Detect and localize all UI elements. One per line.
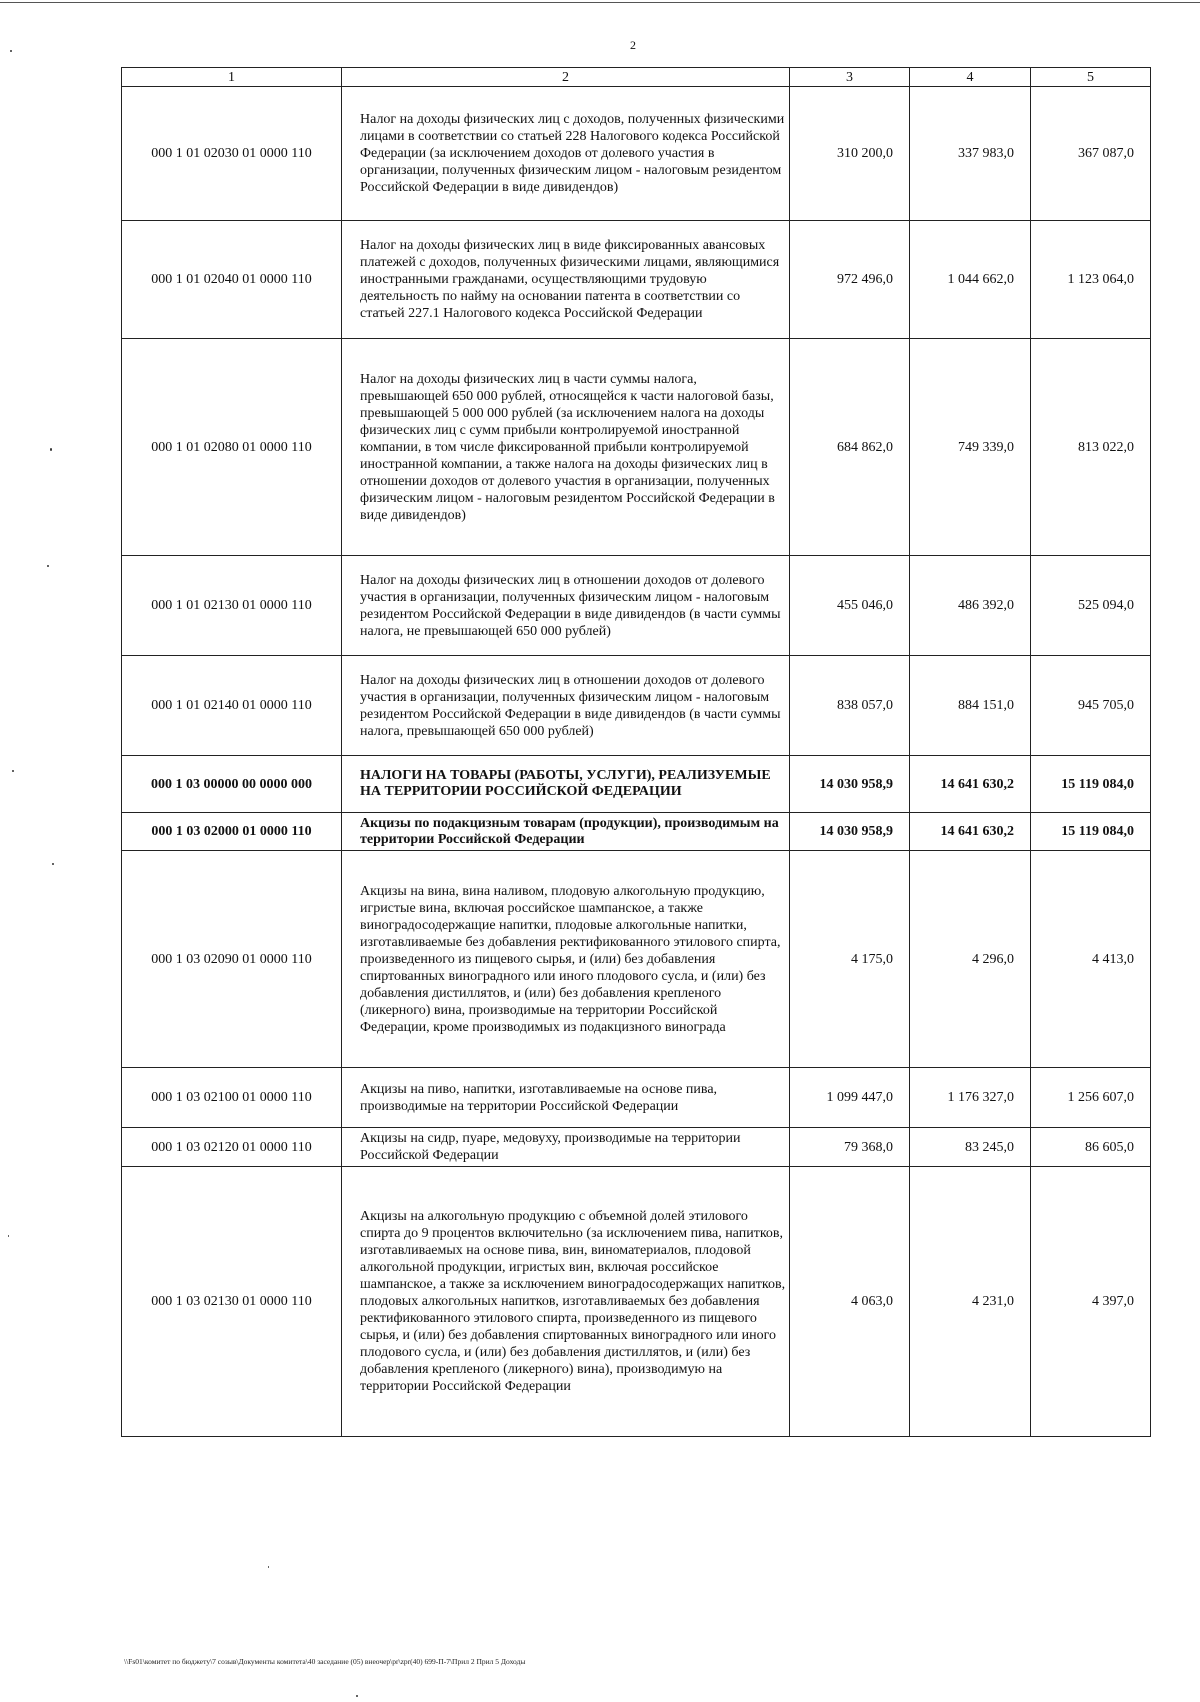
description-cell: Акцизы на сидр, пуаре, медовуху, производимые на территории Российской Федерации [342, 1128, 790, 1167]
page-number: 2 [630, 38, 636, 52]
table-row [122, 556, 1151, 656]
table-row [122, 87, 1151, 221]
description-cell: Акцизы на пиво, напитки, изготавливаемые на основе пива, производимые на территории Российской Федерации [342, 1068, 790, 1128]
scan-speck [12, 770, 14, 772]
value-cell-col4: 749 339,0 [910, 339, 1031, 556]
value-cell-col5: 4 413,0 [1031, 851, 1151, 1068]
value-cell-col4: 4 296,0 [910, 851, 1031, 1068]
scan-speck [356, 1695, 358, 1697]
scan-speck [268, 1566, 269, 1568]
value-cell-col5: 525 094,0 [1031, 556, 1151, 656]
value-cell-col5: 86 605,0 [1031, 1128, 1151, 1167]
value-cell-col3: 972 496,0 [790, 221, 910, 339]
budget-code-cell: 000 1 03 02090 01 0000 110 [122, 851, 342, 1068]
description-cell: Акцизы по подакцизным товарам (продукции), производимым на территории Российской Федерации [342, 813, 790, 851]
column-header-3: 3 [790, 68, 910, 87]
value-cell-col4: 14 641 630,2 [910, 813, 1031, 851]
value-cell-col4: 83 245,0 [910, 1128, 1031, 1167]
column-header-4: 4 [910, 68, 1031, 87]
value-cell-col3: 79 368,0 [790, 1128, 910, 1167]
value-cell-col5: 367 087,0 [1031, 87, 1151, 221]
description-cell: Акцизы на вина, вина наливом, плодовую алкогольную продукцию, игристые вина, включая российское шампанское, а также виноградосодержащие напитки, плодовые алкогольные напитки, изготавливаемые без добавления ректификованного этилового спирта, произведенного из пищевого сырья, и (или) без добавления спиртованных виноградного или иного плодового сусла, и (или) без добавления дистиллятов, и (или) без добавления крепленого (ликерного) вина, производимые на территории Российской Федерации, кроме производимых из подакцизного винограда [342, 851, 790, 1068]
value-cell-col4: 4 231,0 [910, 1167, 1031, 1437]
value-cell-col5: 15 119 084,0 [1031, 756, 1151, 813]
value-cell-col4: 884 151,0 [910, 656, 1031, 756]
value-cell-col4: 1 176 327,0 [910, 1068, 1031, 1128]
value-cell-col3: 1 099 447,0 [790, 1068, 910, 1128]
value-cell-col4: 14 641 630,2 [910, 756, 1031, 813]
scan-speck [47, 565, 49, 567]
budget-code-cell: 000 1 03 02130 01 0000 110 [122, 1167, 342, 1437]
description-cell: Налог на доходы физических лиц с доходов, полученных физическими лицами в соответствии со статьей 228 Налогового кодекса Российской Федерации (за исключением доходов от долевого участия в организации, полученных физическим лицом - налоговым резидентом Российской Федерации в виде дивидендов) [342, 87, 790, 221]
column-header-1: 1 [122, 68, 342, 87]
table-row [122, 1167, 1151, 1437]
table-row [122, 656, 1151, 756]
table-row [122, 813, 1151, 851]
table-row [122, 851, 1151, 1068]
description-cell: Налог на доходы физических лиц в части суммы налога, превышающей 650 000 рублей, относящейся к части налоговой базы, превышающей 5 000 000 рублей (за исключением налога на доходы физических лиц с сумм прибыли контролируемой иностранной компании, в том числе фиксированной прибыли контролируемой иностранной компании, а также налога на доходы физических лиц в отношении доходов от долевого участия в организации, полученных физическим лицом - налоговым резидентом Российской Федерации в виде дивидендов) [342, 339, 790, 556]
value-cell-col5: 1 123 064,0 [1031, 221, 1151, 339]
value-cell-col4: 486 392,0 [910, 556, 1031, 656]
value-cell-col3: 14 030 958,9 [790, 813, 910, 851]
value-cell-col5: 945 705,0 [1031, 656, 1151, 756]
table-row [122, 756, 1151, 813]
value-cell-col5: 15 119 084,0 [1031, 813, 1151, 851]
budget-code-cell: 000 1 03 02000 01 0000 110 [122, 813, 342, 851]
description-cell: Налог на доходы физических лиц в отношении доходов от долевого участия в организации, полученных физическим лицом - налоговым резидентом Российской Федерации в виде дивидендов (в части суммы налога, превышающей 650 000 рублей) [342, 656, 790, 756]
budget-code-cell: 000 1 01 02030 01 0000 110 [122, 87, 342, 221]
description-cell: НАЛОГИ НА ТОВАРЫ (РАБОТЫ, УСЛУГИ), РЕАЛИЗУЕМЫЕ НА ТЕРРИТОРИИ РОССИЙСКОЙ ФЕДЕРАЦИИ [342, 756, 790, 813]
budget-code-cell: 000 1 03 02100 01 0000 110 [122, 1068, 342, 1128]
value-cell-col3: 310 200,0 [790, 87, 910, 221]
value-cell-col4: 337 983,0 [910, 87, 1031, 221]
budget-code-cell: 000 1 01 02130 01 0000 110 [122, 556, 342, 656]
table-row [122, 1128, 1151, 1167]
budget-code-cell: 000 1 01 02080 01 0000 110 [122, 339, 342, 556]
description-cell: Акцизы на алкогольную продукцию с объемной долей этилового спирта до 9 процентов включительно (за исключением пива, напитков, изготавливаемых на основе пива, вин, виноматериалов, плодовой алкогольной продукции, игристых вин, включая российское шампанское, а также за исключением виноградосодержащих напитков, плодовых алкогольных напитков, изготавливаемых без добавления ректификованного этилового спирта, произведенного из пищевого сырья, и (или) без добавления спиртованных виноградного или иного плодового сусла, и (или) без добавления дистиллятов, и (или) без добавления крепленого (ликерного) вина), производимую на территории Российской Федерации [342, 1167, 790, 1437]
table-header-row [122, 68, 1151, 87]
budget-revenue-table [121, 67, 1151, 1437]
table-row [122, 339, 1151, 556]
column-header-2: 2 [342, 68, 790, 87]
value-cell-col5: 4 397,0 [1031, 1167, 1151, 1437]
scan-speck [50, 448, 52, 451]
scan-speck [52, 863, 54, 865]
value-cell-col3: 455 046,0 [790, 556, 910, 656]
top-edge-rule [0, 2, 1200, 3]
value-cell-col3: 14 030 958,9 [790, 756, 910, 813]
value-cell-col3: 838 057,0 [790, 656, 910, 756]
value-cell-col5: 1 256 607,0 [1031, 1068, 1151, 1128]
value-cell-col4: 1 044 662,0 [910, 221, 1031, 339]
description-cell: Налог на доходы физических лиц в виде фиксированных авансовых платежей с доходов, полученных физическими лицами, являющимися иностранными гражданами, осуществляющими трудовую деятельность по найму на основании патента в соответствии со статьей 227.1 Налогового кодекса Российской Федерации [342, 221, 790, 339]
description-cell: Налог на доходы физических лиц в отношении доходов от долевого участия в организации, полученных физическим лицом - налоговым резидентом Российской Федерации в виде дивидендов (в части суммы налога, не превышающей 650 000 рублей) [342, 556, 790, 656]
scan-speck [8, 1235, 9, 1237]
table-row [122, 1068, 1151, 1128]
table-row [122, 221, 1151, 339]
budget-code-cell: 000 1 01 02040 01 0000 110 [122, 221, 342, 339]
budget-code-cell: 000 1 03 00000 00 0000 000 [122, 756, 342, 813]
scan-speck [10, 50, 12, 52]
value-cell-col3: 684 862,0 [790, 339, 910, 556]
budget-code-cell: 000 1 03 02120 01 0000 110 [122, 1128, 342, 1167]
footer-file-path: \\Fs01\комитет по бюджету\7 созыв\Документы комитета\40 заседание (05) внеочер\pr\zpr(40) 699-П-7\Прил 2 Прил 5 Доходы [124, 1657, 526, 1666]
budget-code-cell: 000 1 01 02140 01 0000 110 [122, 656, 342, 756]
value-cell-col3: 4 175,0 [790, 851, 910, 1068]
value-cell-col5: 813 022,0 [1031, 339, 1151, 556]
column-header-5: 5 [1031, 68, 1151, 87]
value-cell-col3: 4 063,0 [790, 1167, 910, 1437]
